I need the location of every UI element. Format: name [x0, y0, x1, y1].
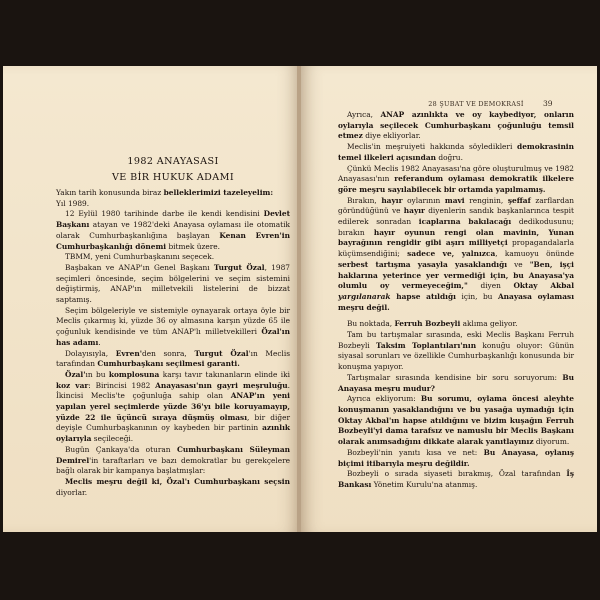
paragraph: Ayrıca ekliyorum: Bu sorumu, oylama öncesi aleyhte konuşmanın yasaklandığını ve bu yasağa uymadığı için Oktay Akbal'ın hapse atıldığını ve bizim kuşağın Ferruh Bozbeyli'yi dama tarafsız ve namuslu bir Meclis Başkanı olarak anımsadığını dikkate alarak yanıtlayınız diyorum.	[338, 394, 574, 447]
right-page	[301, 66, 597, 532]
paragraph: Dolayısıyla, Evren'den sonra, Turgut Özal'ın Meclis tarafından Cumhurbaşkanı seçilmesi garanti.	[56, 348, 291, 369]
paragraph: Meclis'in meşruiyeti hakkında söyledikleri demokrasinin temel ilkeleri açısından doğru.	[338, 142, 574, 162]
chapter-title-line1: 1982 ANAYASASI	[127, 156, 219, 167]
paragraph: Tam bu tartışmalar sırasında, eski Meclis Başkanı Ferruh Bozbeyli Taksim Toplantıları'nın konuğu oluyor: Günün siyasal sorunları ve özellikle Cumhurbaşkanlığı konusunda bir konuşma yapıyor.	[338, 330, 574, 372]
book-spread	[3, 66, 597, 532]
paragraph: Ayrıca, ANAP azınlıkta ve oy kaybediyor, onların oylarıyla seçilecek Cumhurbaşkanı çoğunluğu temsil etmez diye ekliyorlar.	[338, 110, 574, 141]
paragraph: Bugün Çankaya'da oturan Cumhurbaşkanı Süleyman Demirel'in taraftarları ve bazı demokratlar bu gerekçelere bağlı olarak bir kampanya başlatmışlar:	[56, 444, 290, 476]
paragraph: Bırakın, hayır oylarının mavi renginin, şeffaf zarflardan göründüğünü ve hayır diyenlerin sandık başkanlarınca tespit edilerek sonradan icaplarına bakılacağı dedikodusunu; bırakın hayır oyunun rengi olan mavinin, Yunan bayrağının rengidir gibi aşırı milliyetçi propagandalarla küçümsendiğini; sadece ve, yalnızca, kamuoyu önünde serbest tartışma yasayla yasaklandığı ve "Ben, işçi haklarına yeterince yer vermediği için, bu Anayasa'ya olumlu oy vermeyeceğim," diyen Oktay Akbal yargılanarak hapse atıldığı için, bu Anayasa oylaması meşru değil.	[338, 195, 575, 312]
running-head: 28 ŞUBAT VE DEMOKRASİ	[428, 100, 524, 108]
page-number: 39	[543, 99, 553, 108]
paragraph: Bozbeyli'nin yanıtı kısa ve net: Bu Anayasa, oylanış biçimi itibarıyla meşru değildir.	[338, 447, 574, 468]
paragraph: Yakın tarih konusunda biraz belleklerimizi tazeleyelim:	[56, 188, 274, 197]
chapter-title-line2: VE BİR HUKUK ADAMI	[111, 172, 235, 183]
paragraph: Seçim bölgeleriyle ve sistemiyle oynayarak ortaya öyle bir Meclis çıkarmış ki, yüzde 36 oy almasına karşın yüzde 65 ile çoğunluk kendisinde ve tüm ANAP'lı milletvekilleri Özal'ın has adamı.	[56, 305, 290, 347]
paragraph: Çünkü Meclis 1982 Anayasası'na göre oluşturulmuş ve 1982 Anayasası'nın referandum oylaması demokratik ilkelere göre meşru sayılabilecek bir ortamda yapılmamış.	[338, 163, 574, 194]
paragraph: Bu noktada, Ferruh Bozbeyli aklıma geliyor.	[347, 319, 518, 329]
paragraph: Tartışmalar sırasında kendisine bir soru soruyorum: Bu Anayasa meşru mudur?	[338, 372, 574, 393]
right-page-body	[338, 110, 574, 491]
left-page-body	[56, 188, 290, 498]
left-page	[3, 66, 299, 532]
paragraph: TBMM, yeni Cumhurbaşkanını seçecek.	[65, 252, 215, 262]
paragraph: Meclis meşru değil ki, Özal'ı Cumhurbaşkanı seçsin diyorlar.	[56, 476, 290, 497]
paragraph: Yıl 1989.	[56, 198, 90, 208]
paragraph: Bozbeyli o sırada siyaseti bırakmış, Özal tarafından İş Bankası Yönetim Kurulu'na atanmış.	[338, 469, 574, 489]
paragraph: 12 Eylül 1980 tarihinde darbe ile kendi kendisini Devlet Başkanı atayan ve 1982'deki Anayasa oylaması ile otomatik olarak Cumhurbaşkanlığına başlayan Kenan Evren'in Cumhurbaşkanlığı dönemi bitmek üzere.	[56, 209, 290, 251]
paragraph: Özal'ın bu komplosuna karşı tavır takınanların elinde iki koz var: Birincisi 1982 Anayasası'nın gayri meşruluğu. İkincisi Meclis'te çoğunluğa sahip olan ANAP'ın yeni yapılan yerel seçimlerde yüzde 36'yı bile koruyamayıp, yüzde 22 ile üçüncü sıraya düşmüş olması, bir diğer deyişle Cumhurbaşkanının oy kaybeden bir partinin azınlık oylarıyla seçileceği.	[56, 369, 290, 444]
chapter-title	[55, 154, 291, 186]
paragraph: Başbakan ve ANAP'ın Genel Başkanı Turgut Özal, 1987 seçimleri öncesinde, seçim bölgelerini ve seçim sistemini değiştirmiş, ANAP'ın milletvekili listelerini de bizzat saptamış.	[56, 262, 290, 305]
